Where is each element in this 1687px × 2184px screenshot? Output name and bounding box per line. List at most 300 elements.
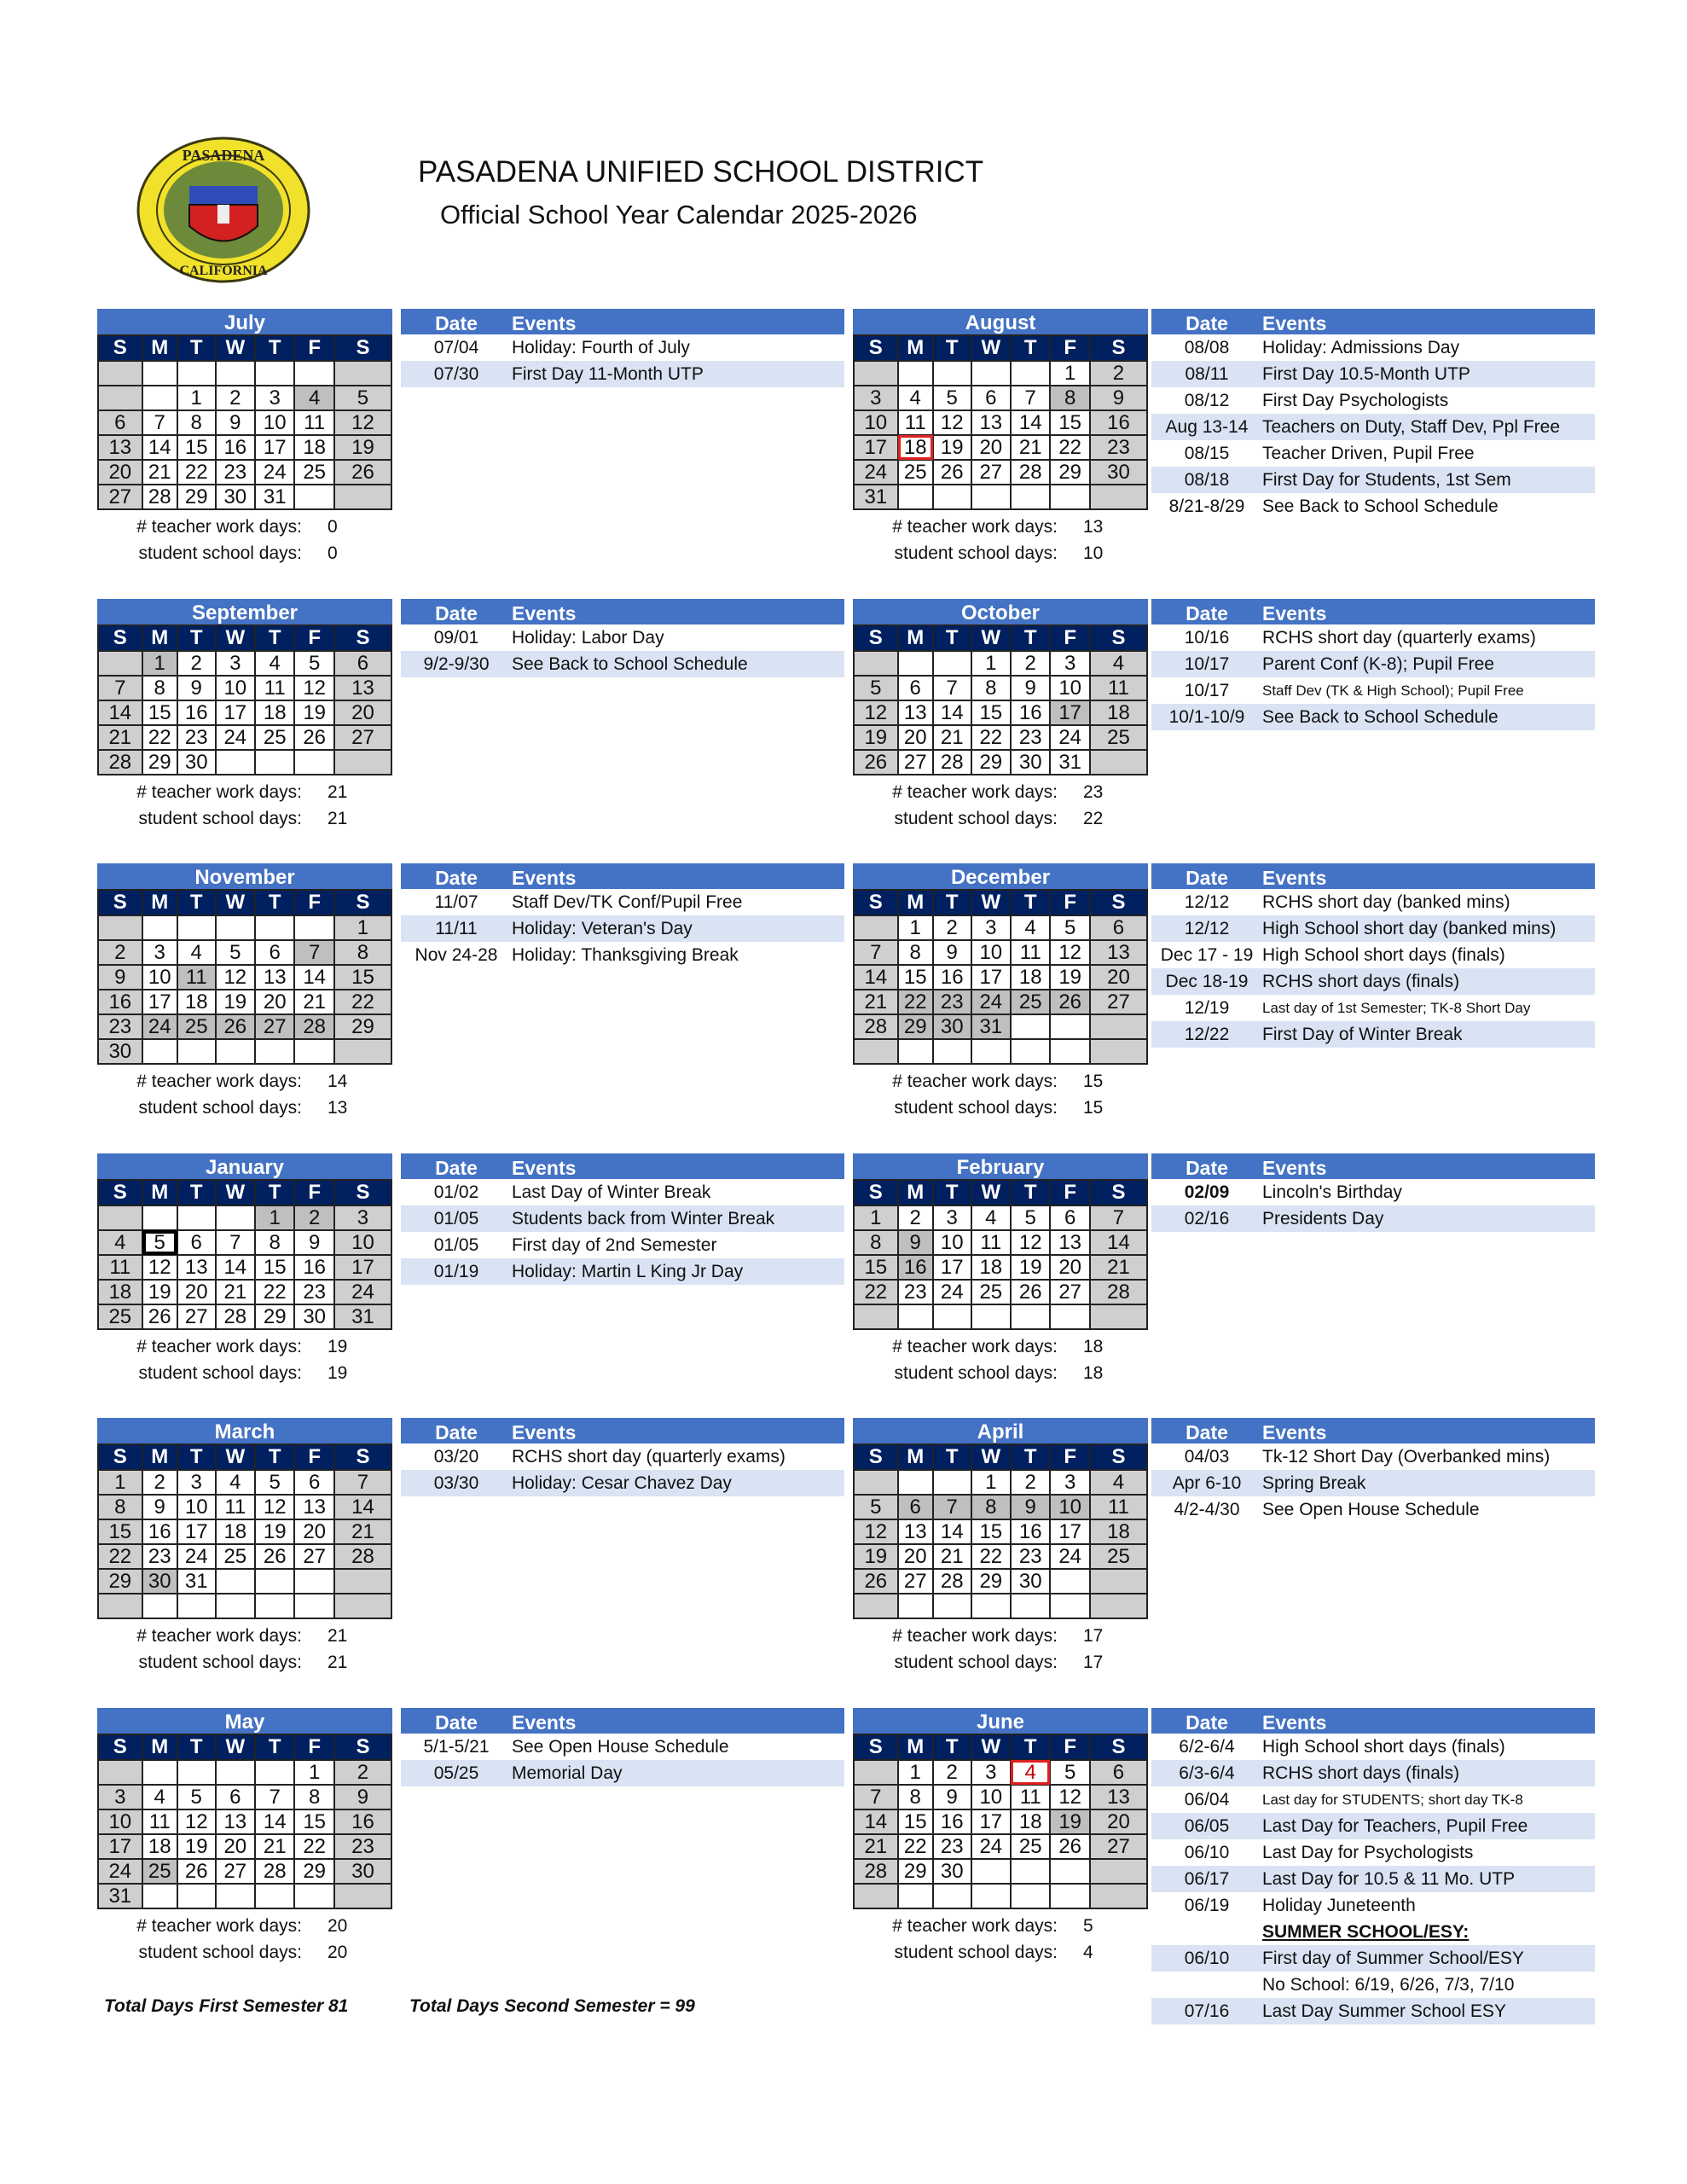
event-row (1151, 1919, 1595, 1945)
day-cell (177, 1760, 216, 1785)
day-cell: 12 (294, 676, 333, 700)
day-cell: 16 (933, 1809, 971, 1834)
event-text: RCHS short days (finals) (1262, 972, 1460, 991)
event-date: 01/05 (433, 1235, 479, 1255)
day-cell: 22 (971, 725, 1011, 750)
day-cell (933, 361, 971, 386)
day-cell: 30 (294, 1304, 333, 1329)
event-row (1151, 889, 1595, 915)
teacher-days-label: # teacher work days: (892, 1626, 1058, 1646)
day-cell (216, 361, 255, 386)
day-cell (142, 1205, 177, 1230)
day-cell: 19 (1050, 1809, 1089, 1834)
day-cell: 6 (216, 1785, 255, 1809)
weekday-header: M (142, 1180, 177, 1205)
day-cell (898, 485, 933, 509)
date-column-header: Date (1186, 312, 1228, 334)
day-cell: 2 (216, 386, 255, 410)
day-cell (854, 1760, 898, 1785)
day-cell: 13 (971, 410, 1011, 435)
weekday-header: S (854, 1444, 898, 1470)
day-cell (971, 1594, 1011, 1618)
day-cell: 4 (1090, 651, 1147, 676)
events-list-july (401, 309, 844, 387)
day-cell: 12 (854, 1519, 898, 1544)
month-stats (97, 514, 392, 566)
day-cell: 22 (1050, 435, 1089, 460)
day-cell: 7 (98, 676, 142, 700)
weekday-header: T (1011, 1180, 1050, 1205)
month-calendar-december (853, 863, 1148, 1121)
student-days-value: 15 (1083, 1098, 1104, 1118)
day-cell (294, 915, 333, 940)
event-row (1151, 440, 1595, 467)
day-cell: 24 (971, 990, 1011, 1014)
day-cell: 17 (854, 435, 898, 460)
day-cell: 16 (142, 1519, 177, 1544)
teacher-days-value: 21 (328, 1626, 348, 1646)
day-cell (1011, 485, 1050, 509)
student-days-value: 18 (1083, 1363, 1104, 1383)
weekday-header: S (1090, 890, 1147, 915)
day-cell: 6 (334, 651, 391, 676)
day-cell: 27 (334, 725, 391, 750)
event-row (401, 942, 844, 968)
event-row (401, 624, 844, 651)
day-cell: 5 (854, 1495, 898, 1519)
day-cell: 9 (216, 410, 255, 435)
day-cell (971, 1304, 1011, 1329)
day-cell: 22 (854, 1280, 898, 1304)
event-text: Teachers on Duty, Staff Dev, Ppl Free (1262, 417, 1560, 437)
events-column-header: Events (1262, 602, 1327, 624)
weekday-header: T (933, 335, 971, 361)
day-cell: 24 (142, 1014, 177, 1039)
day-cell: 22 (294, 1834, 333, 1859)
student-days-value: 20 (328, 1943, 348, 1962)
day-cell (1050, 1884, 1089, 1908)
day-cell: 17 (933, 1255, 971, 1280)
teacher-days-value: 21 (328, 782, 348, 802)
weekday-header: F (294, 1180, 333, 1205)
teacher-days-value: 0 (328, 517, 338, 537)
day-cell (98, 915, 142, 940)
day-cell (898, 1594, 933, 1618)
day-cell: 28 (255, 1859, 294, 1884)
weekday-header: T (177, 625, 216, 651)
day-cell (216, 1205, 255, 1230)
events-header (401, 1418, 844, 1443)
day-cell: 5 (142, 1230, 177, 1255)
day-cell (898, 651, 933, 676)
student-days-value: 17 (1083, 1653, 1104, 1672)
day-cell: 12 (255, 1495, 294, 1519)
day-cell (933, 651, 971, 676)
day-cell: 11 (177, 965, 216, 990)
event-row (1151, 651, 1595, 677)
day-cell: 6 (177, 1230, 216, 1255)
event-row (401, 1232, 844, 1258)
day-cell: 27 (255, 1014, 294, 1039)
day-cell: 2 (177, 651, 216, 676)
event-row (401, 1760, 844, 1786)
weekday-header: W (971, 1734, 1011, 1760)
event-date: 02/09 (1184, 1182, 1230, 1202)
day-cell: 8 (898, 1785, 933, 1809)
events-header (401, 309, 844, 334)
day-cell: 21 (334, 1519, 391, 1544)
day-cell (1011, 361, 1050, 386)
date-column-header: Date (1186, 602, 1228, 624)
weekday-header: F (1050, 625, 1089, 651)
weekday-header: T (177, 335, 216, 361)
day-cell (142, 1760, 177, 1785)
teacher-days-label: # teacher work days: (892, 1072, 1058, 1091)
teacher-days-value: 14 (328, 1072, 348, 1091)
day-cell: 24 (177, 1544, 216, 1569)
event-date (1151, 1972, 1262, 1998)
event-row (1151, 677, 1595, 704)
day-cell: 3 (98, 1785, 142, 1809)
teacher-days-value: 19 (328, 1337, 348, 1356)
weekday-header: F (294, 1444, 333, 1470)
day-cell (1050, 1859, 1089, 1884)
event-text: Last day of 1st Semester; TK-8 Short Day (1262, 1000, 1531, 1016)
weekday-header: M (142, 625, 177, 651)
day-cell (854, 915, 898, 940)
day-cell (177, 1205, 216, 1230)
day-cell (177, 1594, 216, 1618)
day-cell (971, 1859, 1011, 1884)
event-date (1151, 1919, 1262, 1945)
day-cell (933, 1039, 971, 1064)
day-cell: 14 (216, 1255, 255, 1280)
event-date: 10/17 (1184, 654, 1230, 674)
events-header (1151, 1153, 1595, 1179)
day-cell: 15 (142, 700, 177, 725)
weekday-header: F (294, 625, 333, 651)
day-cell: 18 (1090, 1519, 1147, 1544)
day-cell: 13 (1090, 1785, 1147, 1809)
day-cell: 20 (1050, 1255, 1089, 1280)
day-cell: 22 (177, 460, 216, 485)
day-cell (255, 1569, 294, 1594)
weekday-header: S (334, 1180, 391, 1205)
event-row (401, 1443, 844, 1470)
event-date: 12/19 (1184, 998, 1230, 1018)
day-cell: 28 (216, 1304, 255, 1329)
day-cell: 1 (1050, 361, 1089, 386)
events-list-january (401, 1153, 844, 1285)
weekday-header: W (971, 625, 1011, 651)
day-cell: 14 (1011, 410, 1050, 435)
day-cell: 13 (294, 1495, 333, 1519)
day-cell: 25 (142, 1859, 177, 1884)
event-row (1151, 1945, 1595, 1972)
teacher-days-label: # teacher work days: (136, 1337, 302, 1356)
day-cell: 17 (334, 1255, 391, 1280)
weekday-header: F (1050, 1180, 1089, 1205)
month-title: June (853, 1708, 1148, 1734)
day-cell: 22 (898, 1834, 933, 1859)
day-cell: 28 (334, 1544, 391, 1569)
day-cell: 15 (334, 965, 391, 990)
day-cell: 31 (971, 1014, 1011, 1039)
weekday-header: T (255, 625, 294, 651)
day-cell: 24 (1050, 1544, 1089, 1569)
event-date: 11/07 (434, 892, 478, 912)
event-date: 10/1-10/9 (1168, 707, 1245, 727)
event-row (1151, 1734, 1595, 1760)
day-cell: 28 (933, 1569, 971, 1594)
event-row (401, 1179, 844, 1205)
day-cell (142, 386, 177, 410)
day-cell: 10 (854, 410, 898, 435)
event-row (1151, 1866, 1595, 1892)
day-cell: 14 (98, 700, 142, 725)
day-cell (1011, 1859, 1050, 1884)
day-cell: 16 (898, 1255, 933, 1280)
day-cell: 23 (177, 725, 216, 750)
month-stats (853, 779, 1148, 832)
weekday-header: S (334, 335, 391, 361)
day-cell: 4 (216, 1470, 255, 1495)
day-cell (255, 1884, 294, 1908)
day-cell: 5 (1050, 1760, 1089, 1785)
day-cell: 30 (216, 485, 255, 509)
day-cell: 12 (1050, 940, 1089, 965)
event-row (401, 889, 844, 915)
weekday-header: T (177, 1734, 216, 1760)
weekday-header: S (334, 1734, 391, 1760)
day-cell: 5 (255, 1470, 294, 1495)
day-cell: 15 (898, 965, 933, 990)
event-date: 08/15 (1184, 444, 1230, 463)
events-column-header: Events (1262, 312, 1327, 334)
day-cell: 7 (142, 410, 177, 435)
student-days-label: student school days: (138, 1943, 302, 1962)
month-grid (853, 334, 1148, 510)
event-text: Lincoln's Birthday (1262, 1182, 1402, 1202)
day-cell: 9 (142, 1495, 177, 1519)
event-text: First Day 10.5-Month UTP (1262, 364, 1470, 384)
event-row (1151, 1813, 1595, 1839)
day-cell: 15 (294, 1809, 333, 1834)
event-row (1151, 1972, 1595, 1998)
day-cell: 6 (898, 676, 933, 700)
event-row (1151, 414, 1595, 440)
weekday-header: M (142, 1444, 177, 1470)
weekday-header: S (854, 890, 898, 915)
month-grid (853, 889, 1148, 1065)
day-cell: 14 (854, 1809, 898, 1834)
month-title: September (97, 599, 392, 624)
date-column-header: Date (1186, 867, 1228, 889)
day-cell: 11 (142, 1809, 177, 1834)
day-cell: 16 (1011, 700, 1050, 725)
day-cell: 2 (98, 940, 142, 965)
event-text: High School short days (finals) (1262, 1737, 1505, 1757)
event-text: Memorial Day (512, 1763, 623, 1783)
day-cell: 27 (971, 460, 1011, 485)
day-cell: 8 (142, 676, 177, 700)
event-date: 6/2-6/4 (1179, 1737, 1235, 1757)
month-calendar-november (97, 863, 392, 1121)
student-days-label: student school days: (894, 543, 1058, 563)
day-cell: 3 (177, 1470, 216, 1495)
day-cell: 18 (142, 1834, 177, 1859)
day-cell: 26 (255, 1544, 294, 1569)
weekday-header: S (98, 625, 142, 651)
event-text: Teacher Driven, Pupil Free (1262, 444, 1475, 463)
day-cell: 8 (971, 676, 1011, 700)
day-cell: 8 (255, 1230, 294, 1255)
month-stats (853, 1333, 1148, 1386)
day-cell: 2 (334, 1760, 391, 1785)
day-cell: 13 (1090, 940, 1147, 965)
event-date: 06/04 (1184, 1790, 1230, 1809)
date-column-header: Date (435, 1711, 478, 1734)
event-date: 10/17 (1184, 681, 1230, 700)
weekday-header: W (216, 335, 255, 361)
day-cell (1090, 1594, 1147, 1618)
day-cell (216, 915, 255, 940)
month-title: October (853, 599, 1148, 624)
events-header (1151, 1418, 1595, 1443)
day-cell: 1 (971, 651, 1011, 676)
weekday-header: T (255, 1734, 294, 1760)
day-cell: 14 (1090, 1230, 1147, 1255)
student-days-value: 4 (1083, 1943, 1093, 1962)
teacher-days-value: 20 (328, 1916, 348, 1936)
weekday-header: F (1050, 1734, 1089, 1760)
event-text: Staff Dev (TK & High School); Pupil Free (1262, 682, 1524, 699)
day-cell: 17 (971, 965, 1011, 990)
events-list-september (401, 599, 844, 677)
teacher-days-value: 17 (1083, 1626, 1104, 1646)
day-cell: 29 (898, 1014, 933, 1039)
day-cell: 5 (1050, 915, 1089, 940)
day-cell: 13 (334, 676, 391, 700)
day-cell: 20 (177, 1280, 216, 1304)
day-cell (255, 750, 294, 775)
day-cell: 11 (898, 410, 933, 435)
event-row (1151, 1021, 1595, 1048)
day-cell: 4 (98, 1230, 142, 1255)
day-cell: 19 (255, 1519, 294, 1544)
second-semester-total: Total Days Second Semester = 99 (409, 1996, 695, 2016)
weekday-header: S (98, 335, 142, 361)
day-cell: 16 (334, 1809, 391, 1834)
student-days-label: student school days: (894, 809, 1058, 828)
events-column-header: Events (1262, 1157, 1327, 1179)
day-cell: 25 (898, 460, 933, 485)
day-cell: 5 (177, 1785, 216, 1809)
event-date: 12/12 (1184, 892, 1230, 912)
day-cell (216, 1760, 255, 1785)
day-cell: 10 (1050, 1495, 1089, 1519)
day-cell: 29 (334, 1014, 391, 1039)
day-cell: 4 (1011, 1760, 1050, 1785)
day-cell: 28 (1011, 460, 1050, 485)
day-cell: 28 (854, 1014, 898, 1039)
day-cell: 8 (854, 1230, 898, 1255)
weekday-header: W (971, 890, 1011, 915)
weekday-header: T (933, 1734, 971, 1760)
day-cell: 14 (854, 965, 898, 990)
day-cell: 15 (971, 1519, 1011, 1544)
event-text: Last Day Summer School ESY (1262, 2001, 1506, 2021)
day-cell: 30 (98, 1039, 142, 1064)
day-cell (294, 1594, 333, 1618)
day-cell: 19 (854, 1544, 898, 1569)
day-cell: 14 (294, 965, 333, 990)
weekday-header: M (142, 890, 177, 915)
day-cell (854, 1039, 898, 1064)
day-cell (971, 1039, 1011, 1064)
event-row (1151, 334, 1595, 361)
day-cell (1011, 1594, 1050, 1618)
day-cell: 3 (971, 915, 1011, 940)
month-calendar-august (853, 309, 1148, 566)
event-date: 07/16 (1184, 2001, 1230, 2021)
month-stats (853, 514, 1148, 566)
day-cell: 3 (334, 1205, 391, 1230)
event-text: Spring Break (1262, 1473, 1366, 1493)
day-cell: 14 (334, 1495, 391, 1519)
event-row (1151, 361, 1595, 387)
day-cell: 10 (1050, 676, 1089, 700)
day-cell: 4 (1011, 915, 1050, 940)
day-cell: 22 (971, 1544, 1011, 1569)
events-column-header: Events (512, 1711, 577, 1734)
day-cell: 4 (294, 386, 333, 410)
day-cell (1090, 485, 1147, 509)
event-row (401, 1205, 844, 1232)
day-cell: 11 (1011, 940, 1050, 965)
day-cell: 10 (971, 1785, 1011, 1809)
day-cell (98, 1205, 142, 1230)
day-cell (216, 1039, 255, 1064)
day-cell: 11 (294, 410, 333, 435)
day-cell: 13 (898, 700, 933, 725)
day-cell: 20 (255, 990, 294, 1014)
event-row (401, 334, 844, 361)
event-date: 05/25 (433, 1763, 479, 1783)
day-cell: 3 (142, 940, 177, 965)
event-text: High School short days (finals) (1262, 945, 1505, 965)
day-cell: 18 (255, 700, 294, 725)
day-cell (1090, 1014, 1147, 1039)
student-days-value: 13 (328, 1098, 348, 1118)
day-cell (334, 1594, 391, 1618)
day-cell: 2 (1011, 651, 1050, 676)
day-cell: 1 (294, 1760, 333, 1785)
event-date: Aug 13-14 (1165, 417, 1249, 437)
date-column-header: Date (435, 602, 478, 624)
svg-text:CALIFORNIA: CALIFORNIA (179, 264, 268, 278)
weekday-header: M (142, 1734, 177, 1760)
day-cell (334, 1884, 391, 1908)
day-cell: 23 (898, 1280, 933, 1304)
day-cell: 18 (898, 435, 933, 460)
day-cell: 31 (177, 1569, 216, 1594)
event-date: 02/16 (1184, 1209, 1230, 1228)
weekday-header: T (177, 890, 216, 915)
month-title: December (853, 863, 1148, 889)
day-cell: 9 (334, 1785, 391, 1809)
event-row (1151, 1786, 1595, 1813)
